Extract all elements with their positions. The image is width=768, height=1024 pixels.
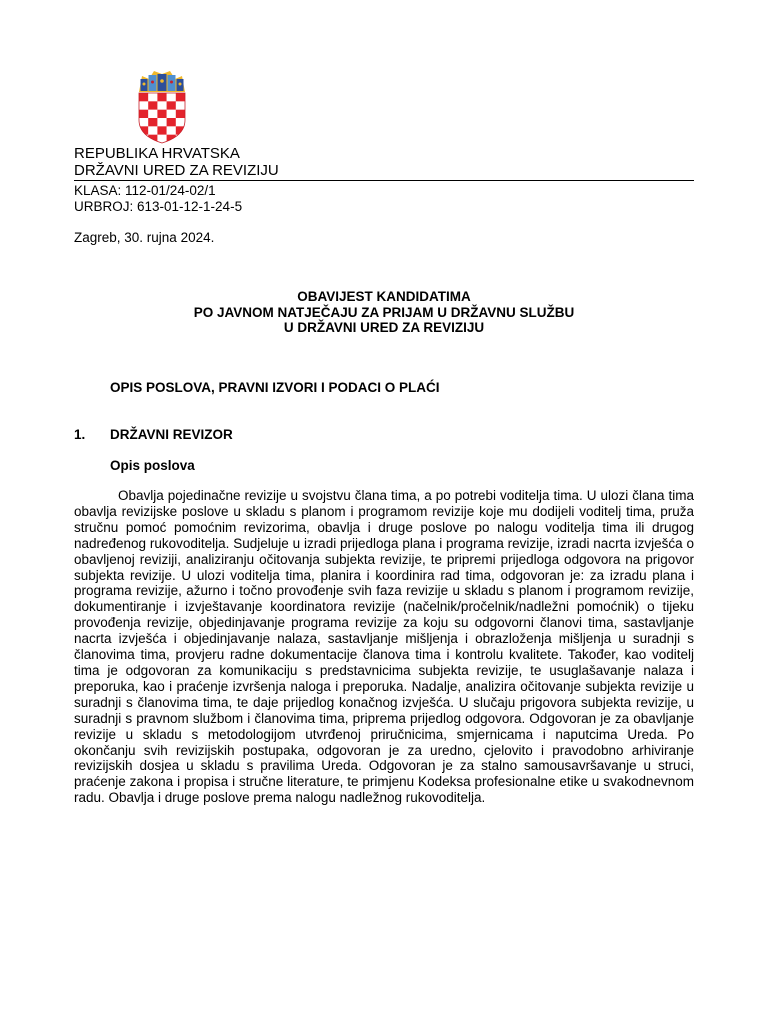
section-heading: OPIS POSLOVA, PRAVNI IZVORI I PODACI O PLAĆI — [110, 380, 440, 395]
item-title: DRŽAVNI REVIZOR — [110, 427, 233, 442]
title-line-3: U DRŽAVNI URED ZA REVIZIJU — [283, 320, 485, 335]
shield-square — [139, 110, 148, 119]
item-subheading: Opis poslova — [110, 458, 195, 473]
shield-square — [148, 93, 157, 102]
urbroj-line: URBROJ: 613-01-12-1-24-5 — [74, 199, 243, 214]
shield-square — [167, 126, 176, 135]
shield-square — [157, 101, 166, 110]
document-date: Zagreb, 30. rujna 2024. — [74, 230, 215, 245]
shield-square — [157, 126, 166, 135]
shield-square — [157, 93, 166, 102]
shield-square — [167, 110, 176, 119]
item-number: 1. — [74, 427, 86, 442]
title-line-1: OBAVIJEST KANDIDATIMA — [297, 289, 471, 304]
shield-square — [176, 101, 185, 110]
shield-square — [139, 101, 148, 110]
shield-square — [157, 118, 166, 127]
job-description-paragraph: Obavlja pojedinačne revizije u svojstvu člana tima, a po potrebi voditelja tima. U ulozi člana tima obavlja revizijske poslove u skladu s planom i programom revizije koje mu dodijeli voditelj tima, pruža stručnu pomoć pomoćnim revizorima, obavlja i druge poslove po nalogu voditelja tima ili drugog nadređenog rukovoditelja. Sudjeluje u izradi prijedloga plana i programa revizije, izradi nacrta izvješća o obavljenoj reviziji, analiziranju očitovanja subjekta revizije, te pripremi prijedloga odgovora na prigovor subjekta revizije. U ulozi voditelja tima, planira i koordinira rad tima, odgovoran je: za izradu plana i programa revizije, ažurno i točno provođenje svih faza revizije u skladu s planom i programom revizije, dokumentiranje i izvještavanje koordinatora revizije (načelnik/pročelnik/nadležni pomoćnik) o tijeku provođenja revizije, objedinjavanje programa revizije za koju su odgovorni članovi tima, sastavljanje nacrta izvješća i objedinjavanje nalaza, sastavljanje mišljenja i obrazloženja mišljenja u suradnji s članovima tima, provjeru radne dokumentacije članova tima i kontrolu kvalitete. Također, kao voditelj tima je odgovoran za komunikaciju s predstavnicima subjekta revizije, te usuglašavanje nalaza i preporuka, kao i praćenje izvršenja naloga i preporuka. Nadalje, analizira očitovanje subjekta revizije u suradnji s članovima tima, te daje prijedlog konačnog izvješća. U slučaju prigovora subjekta revizije, u suradnji s pravnom službom i članovima tima, priprema prijedlog odgovora. Odgovoran je za obavljanje revizije u skladu s metodologijom utvrđenoj priručnicima, smjernicama i naputcima Ureda. Po okončanju svih revizijskih postupaka, odgovoran je za uredno, cjelovito i pravodobno arhiviranje revizijskih dosjea u skladu s pravilima Ureda. Odgovoran je za stalno samousavršavanje u struci, praćenje zakona i propisa i stručne literature, te primjenu Kodeksa profesionalne etike u svakodnevnom radu. Obavlja i druge poslove prema nalogu nadležnog rukovoditelja. — [74, 488, 694, 806]
coat-of-arms-icon — [136, 70, 188, 144]
shield-square — [167, 101, 176, 110]
shield-square — [176, 93, 185, 102]
institution-line-1: REPUBLIKA HRVATSKA — [74, 145, 240, 162]
checkerboard-shield — [139, 93, 185, 143]
document-title — [74, 289, 694, 336]
klasa-line: KLASA: 112-01/24-02/1 — [74, 183, 216, 198]
shield-square — [139, 118, 148, 127]
institution-line-2: DRŽAVNI URED ZA REVIZIJU — [74, 162, 279, 179]
shield-square — [148, 110, 157, 119]
shield-square — [157, 110, 166, 119]
shield-square — [167, 118, 176, 127]
shield-square — [176, 118, 185, 127]
shield-square — [148, 101, 157, 110]
shield-square — [148, 126, 157, 135]
title-line-2: PO JAVNOM NATJEČAJU ZA PRIJAM U DRŽAVNU SLUŽBU — [193, 304, 575, 320]
shield-square — [176, 110, 185, 119]
shield-square — [139, 93, 148, 102]
header-divider — [74, 180, 694, 181]
shield-square — [167, 93, 176, 102]
crown — [139, 71, 185, 92]
shield-square — [148, 135, 157, 144]
shield-square — [148, 118, 157, 127]
